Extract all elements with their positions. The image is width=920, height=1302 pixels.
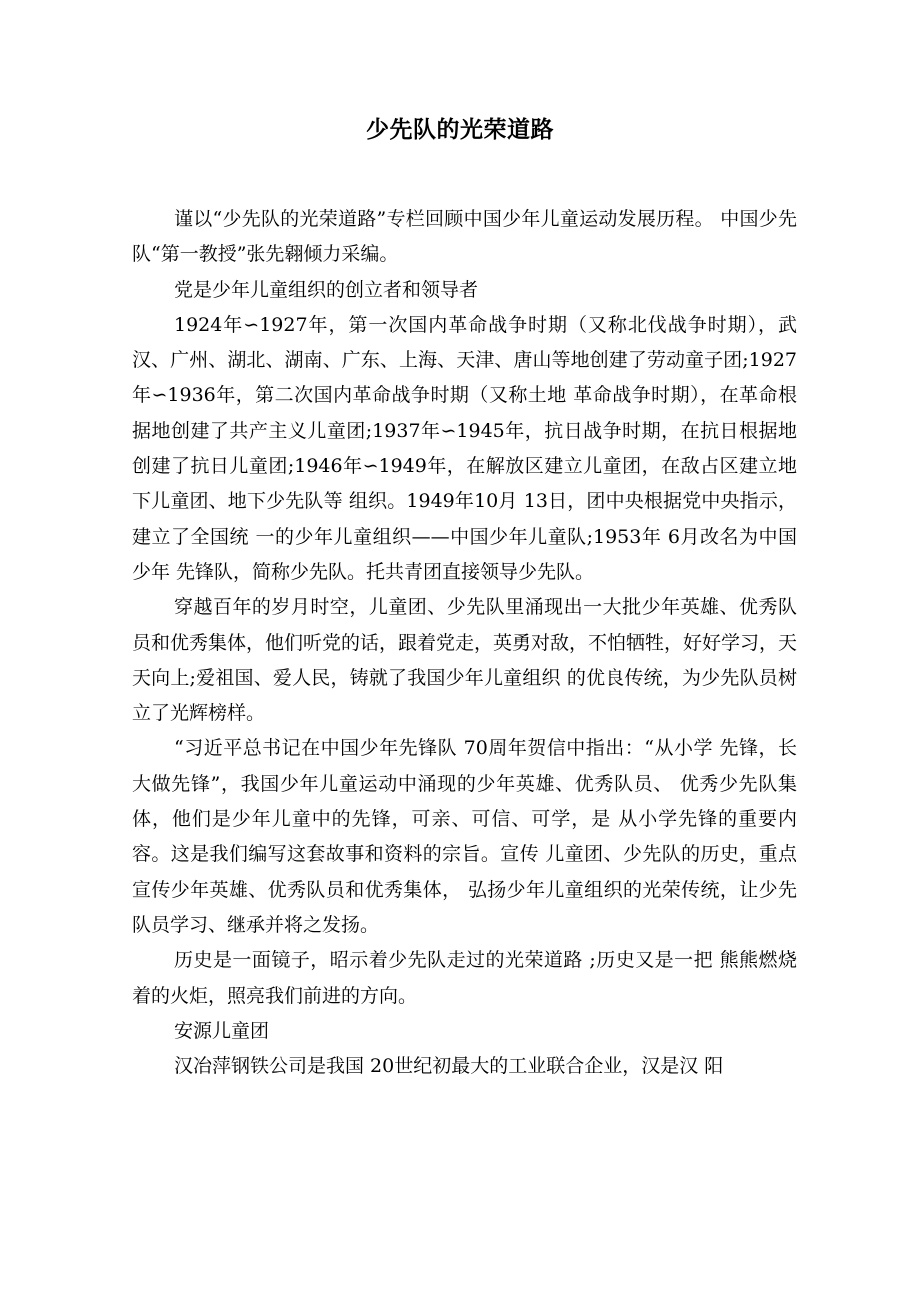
page-title: 少先队的光荣道路	[366, 117, 554, 143]
history-paragraph: 1924年∽1927年，第一次国内革命战争时期（又称北伐战争时期），武汉、广州、湖北、湖南、广东、上海、天津、唐山等地创建了劳动童子团;1927年∽1936年，第二次国内革命战争时期（又称土地 革命战争时期），在革命根据地创建了共产主义儿童团;1937年∽1945年，抗日战争时期，在抗日根据地创建了抗日儿童团;1946年∽1949年，在解放区建立儿童团，在敌占区建立地下儿童团、地下少先队等 组织。1949年10月 13日，团中央根据党中央指示，建立了全国统 一的少年儿童组织——中国少年儿童队;1953年 6月改名为中国少年 先锋队，简称少先队。托共青团直接领导少先队。	[132, 313, 797, 583]
section-heading-party: 党是少年儿童组织的创立者和领导者	[174, 278, 479, 301]
quote-paragraph: “习近平总书记在中国少年先锋队 70周年贺信中指出：“从小学 先锋，长大做先锋”，我国少年儿童运动中涌现的少年英雄、优秀队员、 优秀少先队集体，他们是少年儿童中的先锋，可亲、可信、可学，是 从小学先锋的重要内容。这是我们编写这套故事和资料的宗旨。宣传 儿童团、少先队的历史，重点宣传少年英雄、优秀队员和优秀集体， 弘扬少年儿童组织的光荣传统，让少先队员学习、继承并将之发扬。	[132, 737, 797, 936]
hanyeping-paragraph: 汉冶萍钢铁公司是我国 20世纪初最大的工业联合企业，汉是汉 阳	[174, 1055, 724, 1078]
mirror-paragraph: 历史是一面镜子，昭示着少先队走过的光荣道路 ;历史又是一把 熊熊燃烧着的火炬，照亮我们前进的方向。	[132, 949, 797, 1007]
intro-paragraph: 谨以“少先队的光荣道路”专栏回顾中国少年儿童运动发展历程。 中国少先队“第一教授”张先翱倾力采编。	[132, 208, 797, 266]
tradition-paragraph: 穿越百年的岁月时空，儿童团、少先队里涌现出一大批少年英雄、优秀队员和优秀集体，他们听党的话，跟着党走，英勇对敌，不怕牺牲，好好学习，天天向上;爱祖国、爱人民，铸就了我国少年儿童组织 的优良传统，为少先队员树立了光辉榜样。	[132, 596, 798, 725]
section-heading-anyuan: 安源儿童团	[174, 1019, 270, 1042]
document-body	[132, 202, 797, 1084]
